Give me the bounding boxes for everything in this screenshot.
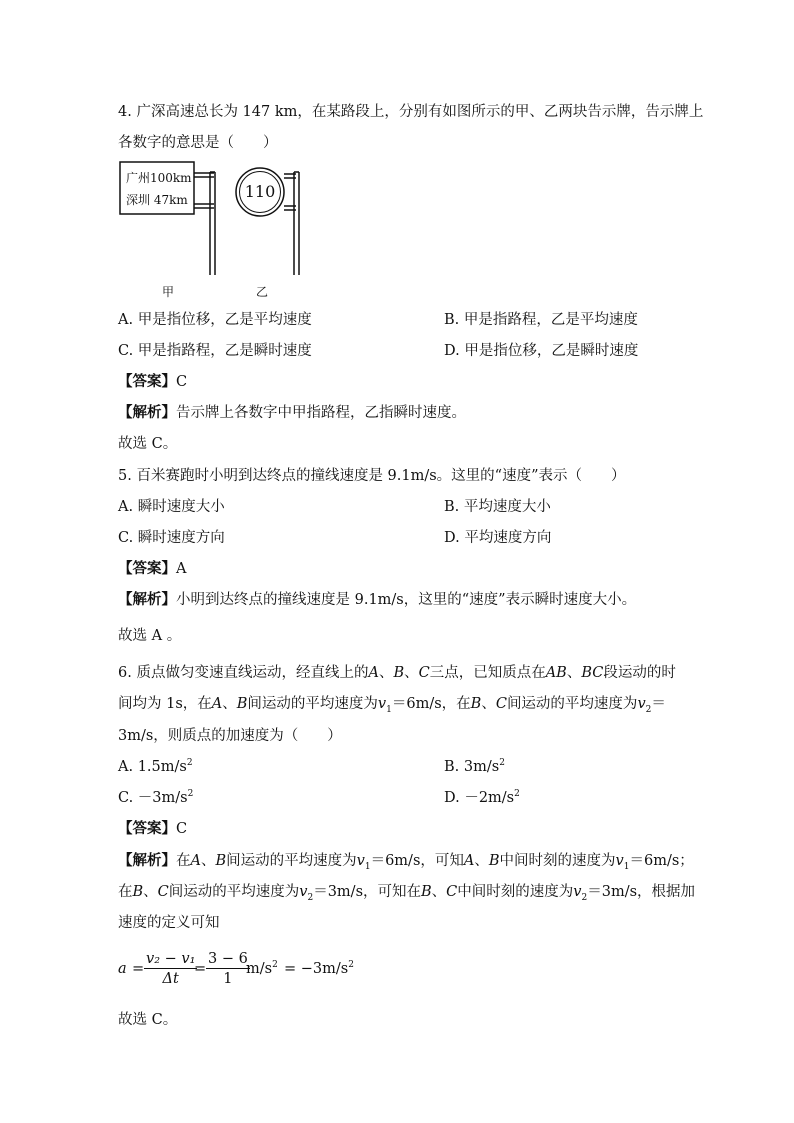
q4-option-c: C. 甲是指路程，乙是瞬时速度 <box>118 343 312 359</box>
point-a: A <box>211 696 223 712</box>
answer-tag: 【答案】 <box>118 820 176 837</box>
q6-option-a <box>118 757 193 777</box>
q6-stem-line1: 6. 质点做匀变速直线运动，经直线上的A、B、C三点，已知质点在AB、BC段运动的时 <box>118 665 676 681</box>
sign-yi-value: 110 <box>244 182 276 201</box>
q6-option-c <box>118 788 193 808</box>
point-b: B <box>215 853 227 869</box>
text: ＝6m/s； <box>629 853 694 869</box>
text: 间运动的平均速度为 <box>168 884 300 900</box>
sign-jia-label: 甲 <box>162 285 175 299</box>
analysis-tag: 【解析】 <box>118 852 176 869</box>
symbol-v: v <box>299 884 308 900</box>
q5-option-b: B. 平均速度大小 <box>444 499 551 515</box>
q4-conclusion: 故选 C。 <box>118 436 178 452</box>
q4-figure <box>118 160 318 300</box>
sign-jia-line2: 深圳 47km <box>126 193 188 207</box>
q4-option-a: A. 甲是指位移，乙是平均速度 <box>118 312 312 328</box>
analysis-tag: 【解析】 <box>118 591 176 608</box>
answer-value: C <box>176 821 188 837</box>
symbol-v: v <box>573 884 582 900</box>
symbol-v: v <box>615 853 624 869</box>
superscript: 2 <box>186 758 193 769</box>
text: ＝3m/s，可知在 <box>313 884 422 900</box>
superscript: 2 <box>514 789 520 800</box>
point-b: B <box>421 884 432 900</box>
text: 间均为 1s，在 <box>118 696 212 712</box>
text: 中间时刻的速度为 <box>499 853 616 869</box>
point-c: C <box>495 696 507 712</box>
analysis-tag: 【解析】 <box>118 404 176 421</box>
superscript: 2 <box>499 758 505 769</box>
answer-tag: 【答案】 <box>118 373 176 390</box>
point-c: C <box>446 884 458 900</box>
point-b: B <box>488 853 500 869</box>
analysis-text: 告示牌上各数字中甲指路程，乙指瞬时速度。 <box>176 405 466 421</box>
q6-analysis-line3: 速度的定义可知 <box>118 915 220 931</box>
symbol-v: v <box>637 696 646 712</box>
text: 在 <box>176 853 191 869</box>
analysis-text: 小明到达终点的撞线速度是 9.1m/s，这里的“速度”表示瞬时速度大小。 <box>176 592 637 608</box>
superscript: 2 <box>187 789 194 800</box>
point-c: C <box>157 884 169 900</box>
formula-num1: v₂ − v₁ <box>146 951 196 967</box>
text: ＝6m/s，可知 <box>370 853 464 869</box>
text: 间运动的平均速度为 <box>226 853 357 869</box>
answer-value: C <box>176 374 188 390</box>
acceleration-formula: a = $\frac{\text{v₂ − v₁}}{\Delta t}$ = $\frac{3 - 6}{1}$ $m/s^2$ = $-3m/s^2$ <box>118 951 354 987</box>
q6-stem-line3: 3m/s，则质点的加速度为（ ） <box>118 728 342 744</box>
point-b: B <box>393 665 405 681</box>
point-b: B <box>236 696 248 712</box>
point-a: A <box>190 853 201 869</box>
text: ＝6m/s，在 <box>391 696 471 712</box>
q6-analysis-line2: 在B、C间运动的平均速度为$v_2=3m/s$，可知在B、C中间时刻的速度为$v_2=3m/s$，根据加 <box>118 884 696 903</box>
formula-den2: 1 <box>223 971 233 987</box>
formula-unit <box>246 961 278 977</box>
q4-option-b: B. 甲是指路程，乙是平均速度 <box>444 312 638 328</box>
symbol-v: v <box>377 696 387 712</box>
formula-result <box>284 961 354 977</box>
text: m/s <box>246 961 273 977</box>
q4-stem-line2: 各数字的意思是（ ） <box>118 135 278 151</box>
answer-tag: 【答案】 <box>118 560 176 577</box>
segment-bc: BC <box>581 665 604 681</box>
q5-analysis <box>118 590 636 610</box>
q6-option-b <box>444 757 505 777</box>
answer-value: A <box>176 561 187 577</box>
sign-yi-label: 乙 <box>256 285 269 299</box>
text: 中间时刻的速度为 <box>457 884 574 900</box>
superscript: 2 <box>348 960 354 971</box>
q4-analysis <box>118 403 466 423</box>
formula-lhs: a <box>118 961 127 977</box>
text: B. 3m/s <box>444 759 500 775</box>
text: = −3m/s <box>284 961 349 977</box>
point-b: B <box>132 884 144 900</box>
q5-option-a: A. 瞬时速度大小 <box>118 499 225 515</box>
q6-conclusion: 故选 C。 <box>118 1012 178 1028</box>
text: ＝3m/s，根据加 <box>587 884 696 900</box>
q6-analysis-line1: 【解析】在A、B间运动的平均速度为$v_1=6m/s$，可知A、B中间时刻的速度为$v_1=6m/s$； <box>118 852 694 872</box>
segment-ab: AB <box>545 665 567 681</box>
q5-stem: 5. 百米赛跑时小明到达终点的撞线速度是 9.1m/s。这里的“速度”表示（ ） <box>118 468 626 484</box>
q5-conclusion: 故选 A 。 <box>118 628 182 644</box>
q4-answer <box>118 372 187 392</box>
q6-answer <box>118 819 187 839</box>
formula-fraction-1 <box>144 950 197 989</box>
formula-fraction-2 <box>206 950 250 989</box>
text: 间运动的平均速度为 <box>506 696 638 712</box>
text: A. 1.5m/s <box>118 759 187 775</box>
text: 段运动的时 <box>603 665 676 681</box>
superscript: 2 <box>272 960 278 971</box>
symbol-v: v <box>356 853 365 869</box>
point-c: C <box>418 665 430 681</box>
q5-answer <box>118 559 186 579</box>
q6-option-d <box>444 788 520 808</box>
q4-option-d: D. 甲是指位移，乙是瞬时速度 <box>444 343 639 359</box>
sign-jia-line1: 广州100km <box>126 171 192 185</box>
formula-den1: Δt <box>162 971 179 987</box>
q5-option-c: C. 瞬时速度方向 <box>118 530 225 546</box>
q6-stem-line2: 间均为 1s，在A、B间运动的平均速度为$v_1=6m/s$，在B、C间运动的平均速度为$v_2=$ <box>118 696 666 715</box>
text: D. －2m/s <box>444 790 515 806</box>
text: 三点，已知质点在 <box>429 665 546 681</box>
point-a: A <box>368 665 379 681</box>
text: C. －3m/s <box>118 790 188 806</box>
text: 间运动的平均速度为 <box>247 696 378 712</box>
point-b: B <box>470 696 482 712</box>
text: 6. 质点做匀变速直线运动，经直线上的 <box>118 665 369 681</box>
point-a: A <box>463 853 475 869</box>
q5-option-d: D. 平均速度方向 <box>444 530 552 546</box>
text: 在 <box>118 884 133 900</box>
formula-num2: 3 − 6 <box>208 951 248 967</box>
q4-stem-line1: 4. 广深高速总长为 147 km，在某路段上，分别有如图所示的甲、乙两块告示牌，告示牌上 <box>118 104 704 120</box>
